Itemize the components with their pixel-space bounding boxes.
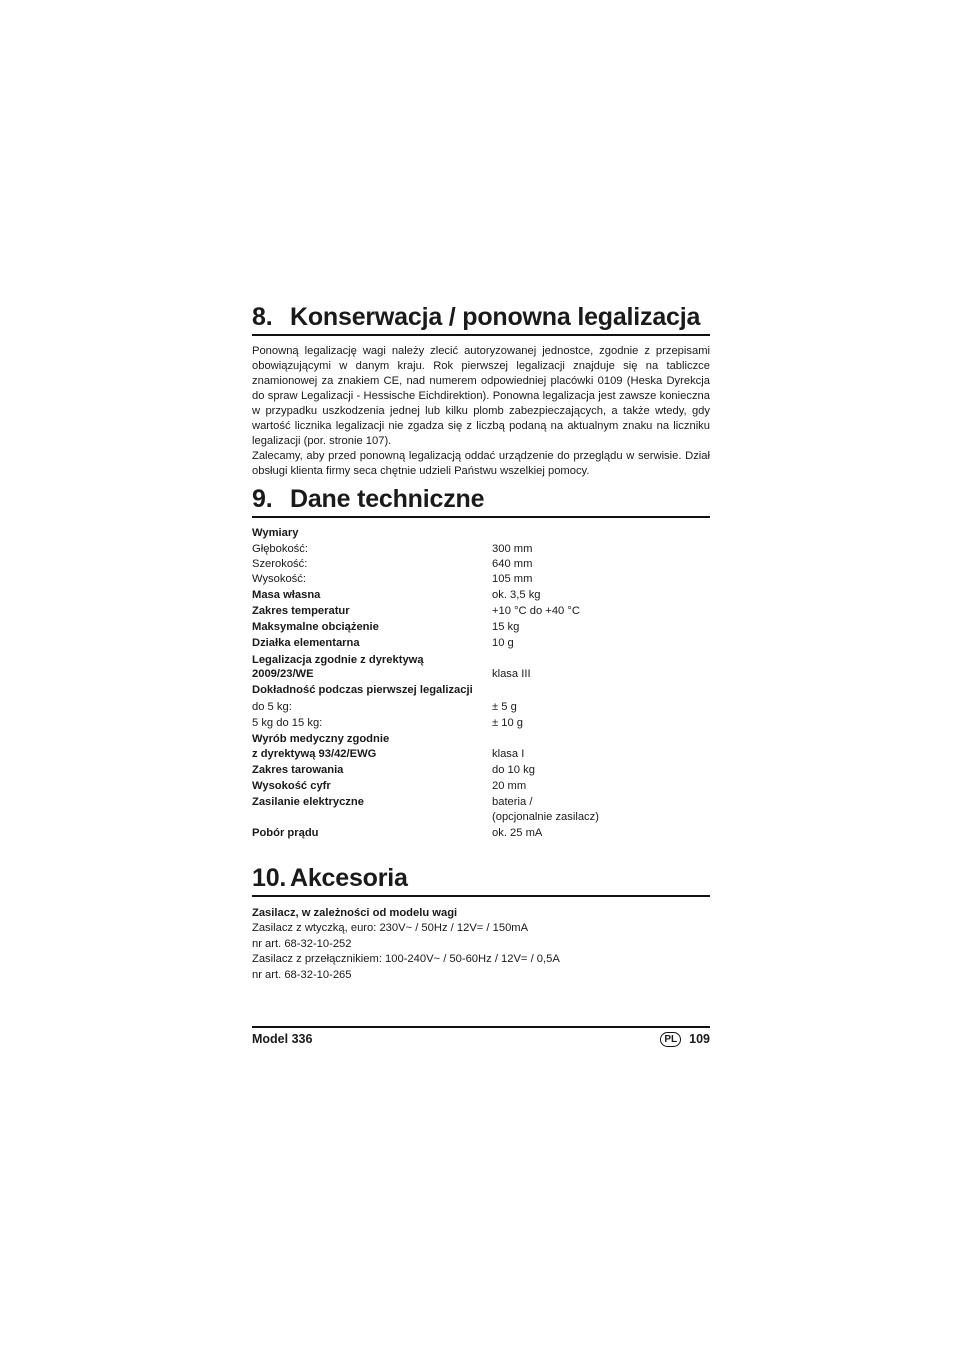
spec-row	[252, 764, 710, 780]
spec-value: +10 °C do +40 °C	[492, 605, 580, 617]
spec-row	[252, 780, 710, 796]
spec-label: Zasilanie elektryczne	[252, 796, 364, 808]
spec-row	[252, 589, 710, 605]
accessory-line: nr art. 68-32-10-252	[252, 937, 352, 950]
spec-label: Wyrób medyczny zgodnie	[252, 733, 390, 745]
page-footer	[252, 1026, 710, 1047]
accessories-list	[252, 906, 710, 983]
spec-value: klasa III	[492, 668, 531, 680]
section-8-paragraph-2: Zalecamy, aby przed ponowną legalizacją oddać urządzenie do przeglądu w serwisie. Dział obsługi klienta firmy seca chętnie udzieli Państwu wszelkiej pomocy.	[252, 450, 710, 477]
spec-label: Maksymalne obciążenie	[252, 621, 379, 633]
spec-value: do 10 kg	[492, 764, 535, 776]
spec-value: klasa I	[492, 748, 525, 760]
spec-row	[252, 668, 710, 684]
spec-label: Wysokość cyfr	[252, 780, 331, 792]
spec-row	[252, 684, 710, 701]
spec-label: 2009/23/WE	[252, 668, 314, 680]
spec-label: Zakres tarowania	[252, 764, 344, 776]
section-10-number: 10.	[252, 864, 287, 892]
spec-value: ± 10 g	[492, 717, 524, 729]
section-9-heading	[252, 484, 710, 518]
spec-row	[252, 621, 710, 637]
spec-label: 5 kg do 15 kg:	[252, 717, 323, 729]
footer-right	[660, 1032, 710, 1047]
spec-label: Wysokość:	[252, 573, 306, 585]
spec-row	[252, 811, 710, 827]
spec-value: 300 mm	[492, 543, 533, 555]
spec-value	[492, 527, 710, 543]
section-8-paragraph-1: Ponowną legalizację wagi należy zlecić autoryzowanej jednostce, zgodnie z przepisami obowiązującymi w danym kraju. Rok pierwszej legalizacji znajduje się na tabliczce znamionowej za znakiem CE, nad numerem odpowiedniej placówki 0109 (Heska Dyrekcja do spraw Legalizacji - Hessische Eichdirektion). Ponowna legalizacja jest zawsze konieczna w przypadku uszkodzenia jednej lub kilku plomb zabezpieczających, a także wtedy, gdy wartość licznika legalizacji nie zgadza się z liczbą podaną na aktualnym znaku na liczniku legalizacji (por. stronie 107).	[252, 345, 710, 447]
spec-label: Głębokość:	[252, 543, 308, 555]
section-8-title: Konserwacja / ponowna legalizacja	[290, 303, 701, 331]
spec-value: 105 mm	[492, 573, 533, 585]
spec-row	[252, 796, 710, 811]
section-10-heading	[252, 863, 710, 897]
spec-label: do 5 kg:	[252, 701, 292, 713]
spec-value: 640 mm	[492, 558, 533, 570]
spec-value: (opcjonalnie zasilacz)	[492, 811, 599, 823]
spec-label	[252, 811, 492, 827]
spec-row	[252, 637, 710, 654]
section-8-body	[252, 344, 710, 479]
section-9-number: 9.	[252, 485, 273, 513]
spec-row	[252, 558, 710, 573]
spec-row	[252, 573, 710, 589]
spec-value: bateria /	[492, 796, 533, 808]
spec-label: Szerokość:	[252, 558, 308, 570]
spec-value: 10 g	[492, 637, 514, 649]
spec-label: Dokładność podczas pierwszej legalizacji	[252, 684, 473, 696]
spec-row	[252, 748, 710, 764]
spec-label: Legalizacja zgodnie z dyrektywą	[252, 654, 424, 666]
spec-label: Zakres temperatur	[252, 605, 350, 617]
spec-value	[492, 733, 710, 748]
spec-row	[252, 827, 710, 843]
tech-spec-table	[252, 527, 710, 843]
section-9-title: Dane techniczne	[290, 485, 485, 513]
language-badge: PL	[660, 1032, 681, 1047]
spec-value: ok. 3,5 kg	[492, 589, 541, 601]
spec-value: ± 5 g	[492, 701, 517, 713]
spec-row	[252, 733, 710, 748]
spec-row	[252, 527, 710, 543]
spec-value: 20 mm	[492, 780, 527, 792]
spec-value: ok. 25 mA	[492, 827, 543, 839]
spec-row	[252, 701, 710, 717]
spec-value	[492, 654, 710, 668]
spec-label: Działka elementarna	[252, 637, 360, 649]
section-8-heading	[252, 302, 710, 336]
accessory-line: Zasilacz z przełącznikiem: 100-240V~ / 50-60Hz / 12V= / 0,5A	[252, 953, 560, 966]
spec-value: 15 kg	[492, 621, 520, 633]
accessories-subheading: Zasilacz, w zależności od modelu wagi	[252, 907, 458, 919]
accessory-line: nr art. 68-32-10-265	[252, 968, 352, 981]
footer-model: Model 336	[252, 1032, 313, 1046]
spec-row	[252, 654, 710, 668]
spec-label: Masa własna	[252, 589, 321, 601]
spec-row	[252, 717, 710, 733]
accessory-line: Zasilacz z wtyczką, euro: 230V~ / 50Hz / 12V= / 150mA	[252, 922, 529, 935]
page-number: 109	[689, 1032, 710, 1046]
section-10-title: Akcesoria	[290, 864, 408, 892]
spec-label: Wymiary	[252, 527, 299, 539]
spec-row	[252, 605, 710, 621]
spec-label: z dyrektywą 93/42/EWG	[252, 748, 377, 760]
spec-row	[252, 543, 710, 558]
section-8-number: 8.	[252, 303, 273, 331]
spec-label: Pobór prądu	[252, 827, 319, 839]
